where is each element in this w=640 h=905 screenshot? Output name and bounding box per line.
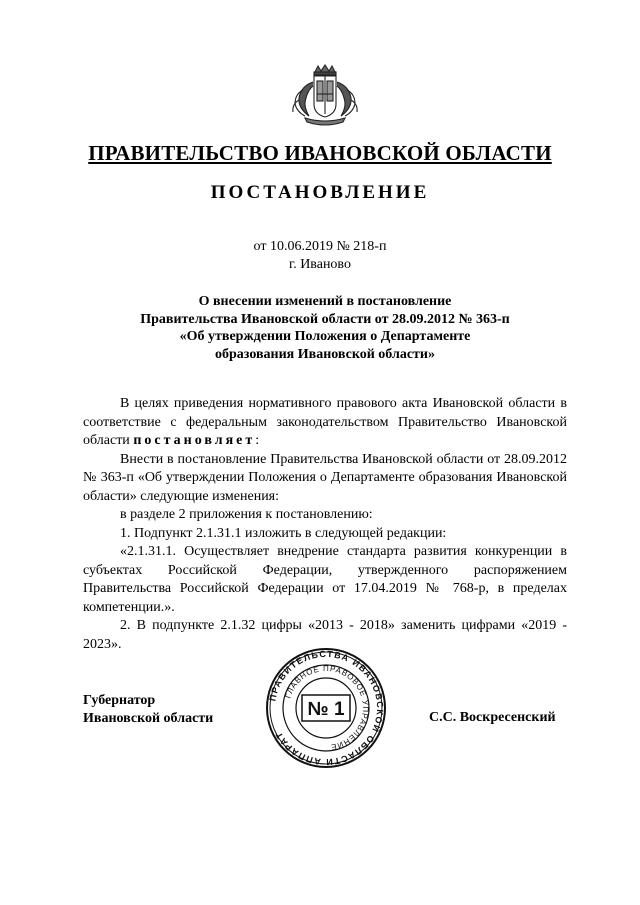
subject-line: «Об утверждении Положения о Департаменте [179, 329, 471, 344]
document-type: ПОСТАНОВЛЕНИЕ [210, 182, 430, 203]
subject-line: Правительства Ивановской области от 28.09.2012 № 363-п [140, 311, 510, 327]
ivanovo-coat-of-arms-icon [289, 64, 361, 128]
seal-inner-text: ГЛАВНОЕ ПРАВОВОЕ УПРАВЛЕНИЕ [283, 663, 371, 752]
document-city: г. Иваново [289, 257, 351, 272]
body-paragraph [83, 395, 567, 451]
document-subject [80, 293, 570, 363]
signatory-position-line: Ивановской области [83, 711, 214, 726]
subject-line: О внесении изменений в постановление [198, 294, 452, 309]
body-paragraph: Внести в постановление Правительства Ивановской области от 28.09.2012 № 363-п «Об утверждении Положения о Департаменте образования Ивановской области» следующие изменения: [83, 451, 567, 504]
government-title: ПРАВИТЕЛЬСТВО ИВАНОВСКОЙ ОБЛАСТИ [88, 141, 552, 165]
seal-number: № 1 [307, 699, 345, 720]
signatory-position [83, 692, 213, 728]
body-text: : [255, 433, 260, 448]
body-paragraph: в разделе 2 приложения к постановлению: [120, 507, 373, 522]
signatory-position-line: Губернатор [83, 693, 156, 708]
seal-outer-text: ПРАВИТЕЛЬСТВА ИВАНОВСКОЙ ОБЛАСТИ АППАРАТ [267, 648, 386, 768]
body-text: В целях приведения нормативного правового акта Ивановской области в соответствие с федеральным законодательством Правительство Ивановской области [83, 396, 567, 448]
subject-line: образования Ивановской области» [215, 346, 435, 362]
body-paragraph: «2.1.31.1. Осуществляет внедрение стандарта развития конкуренции в субъектах Российской Федерации, утвержденного распоряжением Правительства Российской Федерации от 17.04.2019 № 768-р, в пределах компетенции.». [83, 544, 567, 615]
resolves-word: постановляет [133, 433, 256, 448]
body-paragraph: 1. Подпункт 2.1.31.1 изложить в следующей редакции: [120, 525, 447, 541]
official-seal-icon [265, 647, 387, 769]
document-body [83, 395, 567, 654]
signatory-name: С.С. Воскресенский [429, 710, 556, 725]
body-paragraph: 2. В подпункте 2.1.32 цифры «2013 - 2018» заменить цифрами «2019 - 2023». [83, 618, 567, 652]
document-date-number: от 10.06.2019 № 218-п [253, 239, 387, 254]
